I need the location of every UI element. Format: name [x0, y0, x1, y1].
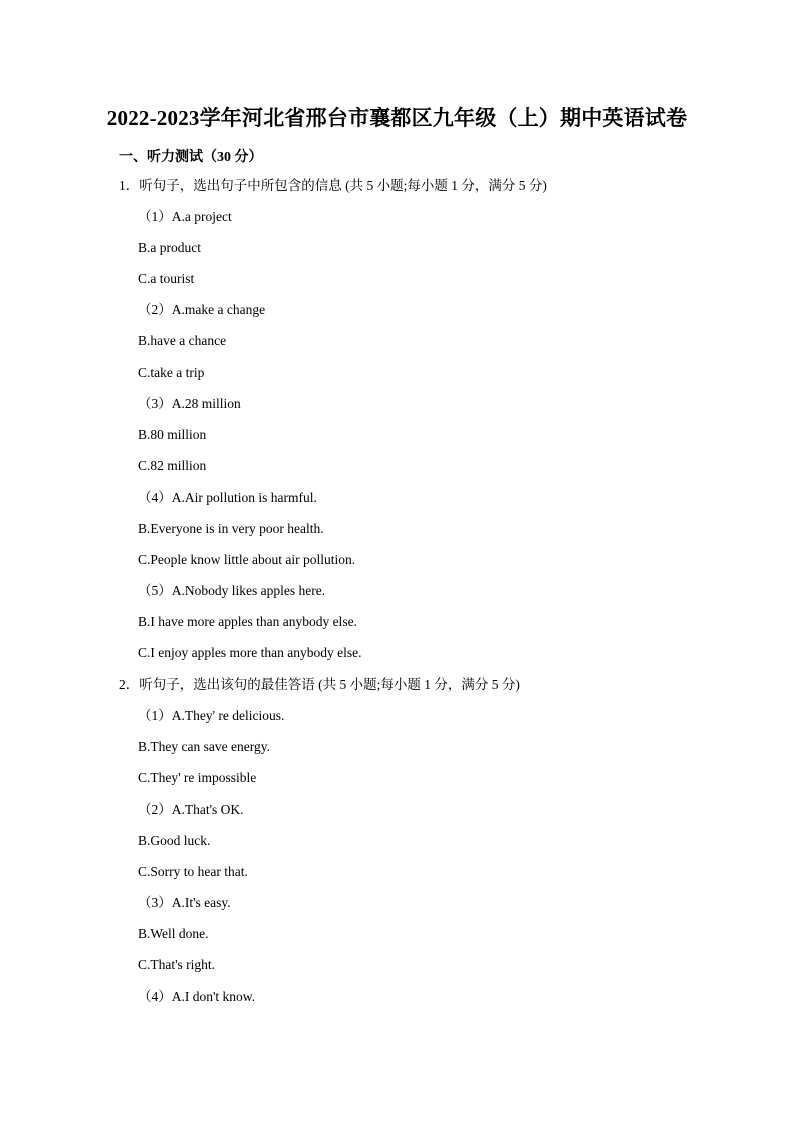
- section-heading: 一、听力测试（30 分）: [119, 150, 263, 165]
- q1-item-4-option-c: C.People know little about air pollution.: [138, 552, 356, 567]
- question-2-heading: 2．听句子，选出该句的最佳答语 (共 5 小题;每小题 1 分，满分 5 分): [119, 677, 520, 692]
- q1-item-5-option-b: B.I have more apples than anybody else.: [138, 614, 357, 629]
- q2-item-2-option-b: B.Good luck.: [138, 833, 211, 848]
- exam-title: 2022-2023学年河北省邢台市襄都区九年级（上）期中英语试卷: [106, 106, 688, 130]
- q1-item-3-option-a: （3）A.28 million: [138, 396, 241, 411]
- q2-item-3-option-c: C.That's right.: [138, 957, 216, 972]
- q1-item-1-option-a: （1）A.a project: [138, 209, 232, 224]
- q1-item-1-option-c: C.a tourist: [138, 271, 195, 286]
- q2-item-3-option-a: （3）A.It's easy.: [138, 895, 231, 910]
- q2-item-2-option-a: （2）A.That's OK.: [138, 802, 244, 817]
- q1-item-2-option-b: B.have a chance: [138, 333, 227, 348]
- q1-item-1-option-b: B.a product: [138, 240, 201, 255]
- q1-item-2-option-c: C.take a trip: [138, 365, 205, 380]
- q1-item-5-option-a: （5）A.Nobody likes apples here.: [138, 583, 326, 598]
- q1-item-2-option-a: （2）A.make a change: [138, 302, 266, 317]
- q2-item-1-option-b: B.They can save energy.: [138, 739, 270, 754]
- question-1-heading: 1．听句子，选出句子中所包含的信息 (共 5 小题;每小题 1 分，满分 5 分): [119, 178, 547, 193]
- q1-item-4-option-b: B.Everyone is in very poor health.: [138, 521, 324, 536]
- q2-item-2-option-c: C.Sorry to hear that.: [138, 864, 248, 879]
- q1-item-3-option-c: C.82 million: [138, 458, 207, 473]
- q1-item-3-option-b: B.80 million: [138, 427, 207, 442]
- q2-item-1-option-a: （1）A.They' re delicious.: [138, 708, 285, 723]
- q2-item-1-option-c: C.They' re impossible: [138, 770, 257, 785]
- q2-item-4-option-a: （4）A.I don't know.: [138, 989, 256, 1004]
- q2-item-3-option-b: B.Well done.: [138, 926, 209, 941]
- q1-item-4-option-a: （4）A.Air pollution is harmful.: [138, 490, 317, 505]
- q1-item-5-option-c: C.I enjoy apples more than anybody else.: [138, 645, 362, 660]
